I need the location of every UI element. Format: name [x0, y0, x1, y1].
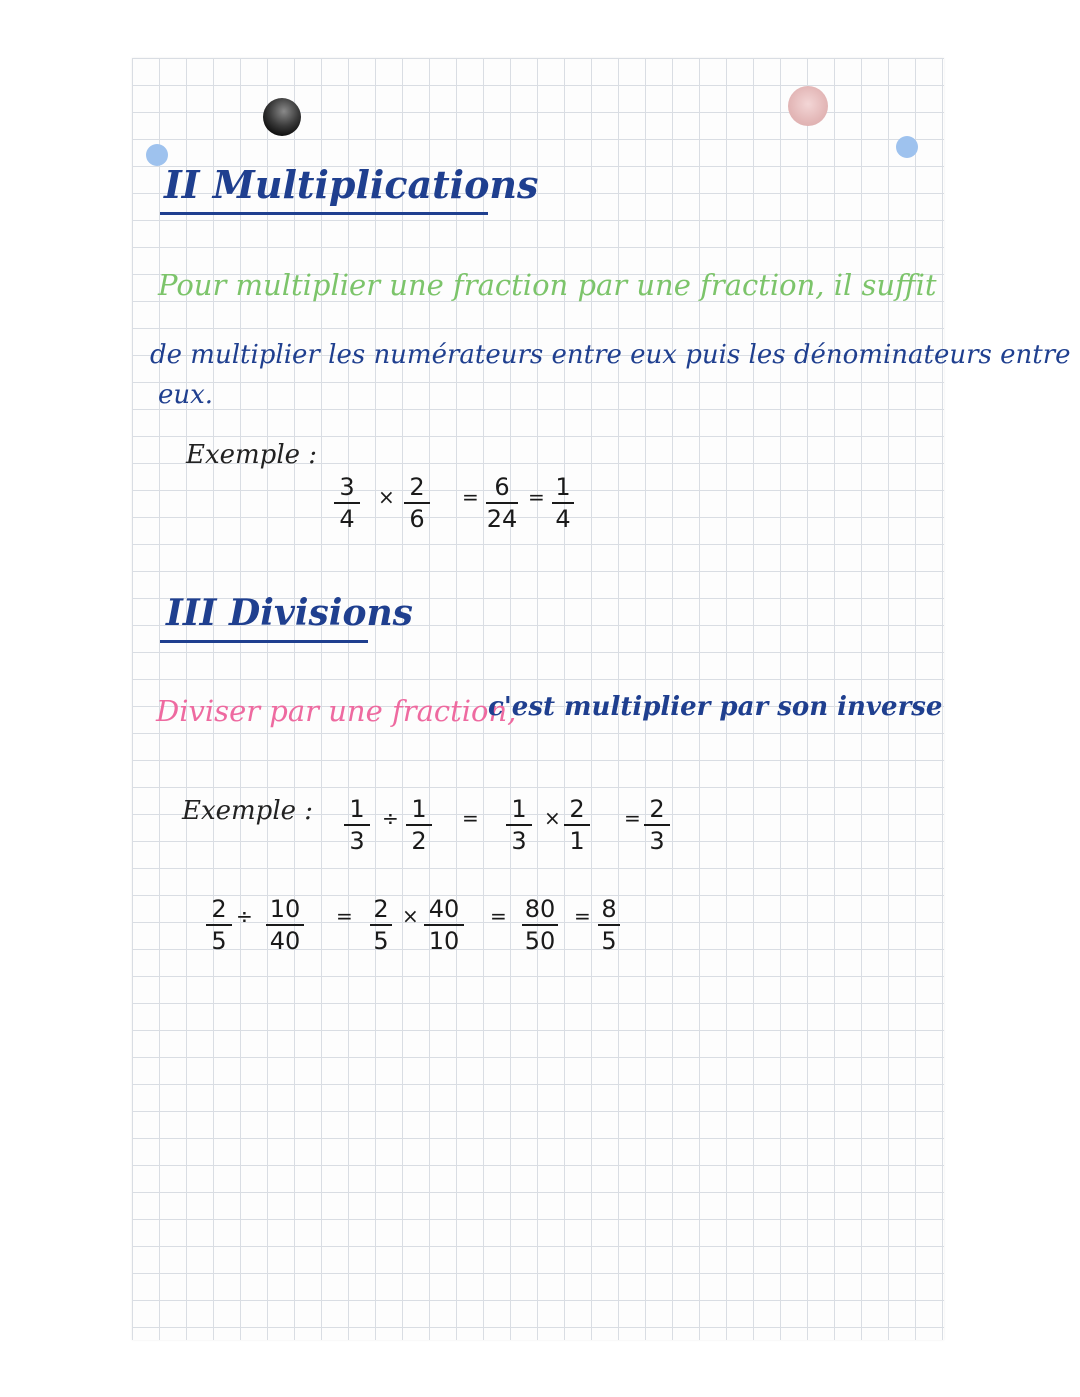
rule-multiplication-line3: eux. — [158, 380, 214, 410]
rule-division-pink: Diviser par une fraction, — [156, 694, 517, 728]
example-label-division: Exemple : — [182, 796, 314, 826]
divide-operator: ÷ — [382, 806, 399, 830]
times-operator: × — [402, 904, 419, 928]
fraction: 1 3 — [344, 796, 370, 854]
divide-operator: ÷ — [236, 904, 253, 928]
rule-multiplication-line2: de multiplier les numérateurs entre eux puis les dénominateurs entre — [150, 340, 1071, 370]
fraction: 6 24 — [486, 473, 518, 533]
equals-sign: = — [574, 904, 591, 928]
fraction: 1 3 — [506, 796, 532, 854]
fraction: 80 50 — [522, 896, 558, 954]
blue-dot-right — [896, 136, 918, 158]
binder-hole-left — [263, 98, 301, 136]
times-operator: × — [544, 806, 561, 830]
fraction: 2 1 — [564, 796, 590, 854]
times-operator: × — [378, 485, 395, 509]
rule-multiplication-line1: Pour multiplier une fraction par une fraction, il suffit — [158, 268, 937, 302]
title-underline-multiplications — [160, 212, 488, 215]
binder-hole-right — [788, 86, 828, 126]
equals-sign: = — [336, 904, 353, 928]
equals-sign: = — [624, 806, 641, 830]
fraction: 2 5 — [370, 896, 392, 954]
section-title-divisions: III Divisions — [166, 592, 413, 634]
fraction: 2 5 — [206, 896, 232, 954]
equals-sign: = — [490, 904, 507, 928]
equals-sign: = — [462, 806, 479, 830]
fraction: 3 4 — [334, 474, 360, 532]
equals-sign: = — [462, 485, 479, 509]
fraction: 10 40 — [266, 896, 304, 954]
rule-division-blue: c'est multiplier par son inverse — [488, 692, 943, 722]
fraction: 2 3 — [644, 796, 670, 854]
example-label-multiplication: Exemple : — [186, 440, 318, 470]
fraction: 2 6 — [404, 474, 430, 532]
title-underline-divisions — [160, 640, 368, 643]
fraction: 8 5 — [598, 896, 620, 954]
fraction: 40 10 — [424, 896, 464, 954]
fraction: 1 2 — [406, 796, 432, 854]
equals-sign: = — [528, 485, 545, 509]
fraction: 1 4 — [552, 474, 574, 532]
section-title-multiplications: II Multiplications — [164, 162, 539, 207]
